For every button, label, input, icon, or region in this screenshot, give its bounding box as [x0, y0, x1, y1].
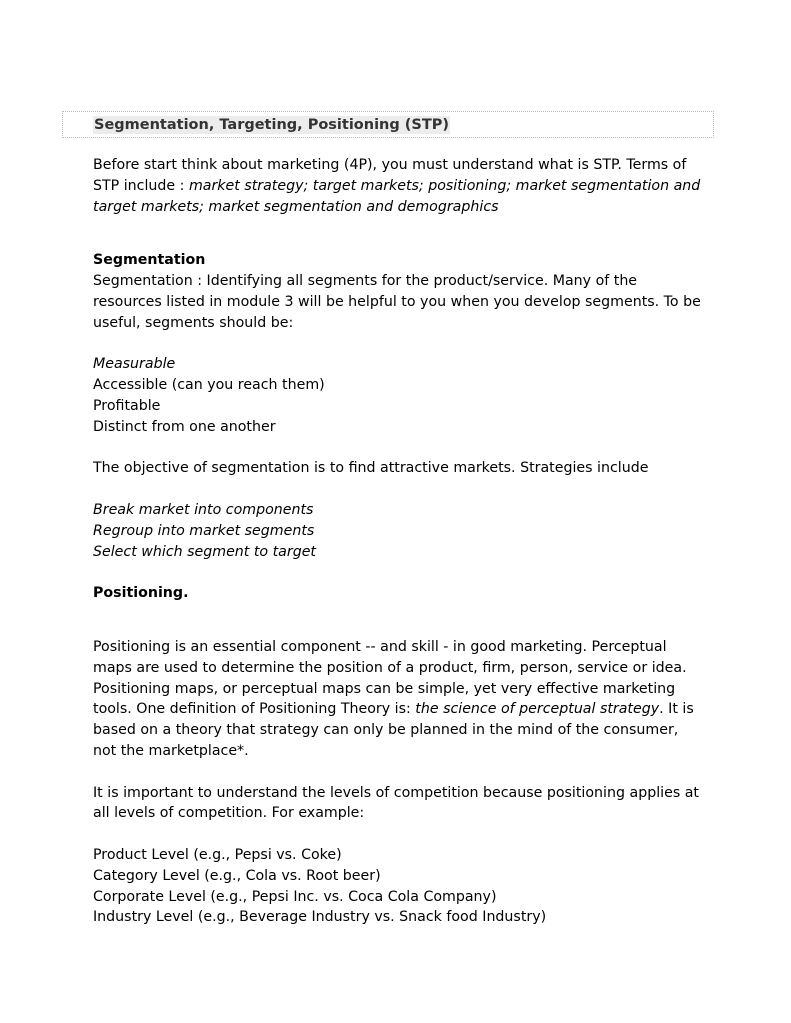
- segmentation-description: Segmentation : Identifying all segments for the product/service. Many of the resources listed in module 3 will be helpful to you when you develop segments. To be useful, segments should be:: [93, 273, 701, 331]
- document-body: [93, 155, 703, 928]
- segment-criteria-list: [93, 354, 703, 437]
- heading-frame: [62, 111, 714, 138]
- segmentation-strategies-list: [93, 500, 703, 562]
- list-item: Corporate Level (e.g., Pepsi Inc. vs. Coca Cola Company): [93, 888, 497, 905]
- intro-text: Before start think about marketing (4P), you must understand what is STP. Terms of STP include :: [93, 157, 687, 194]
- list-item: Break market into components: [93, 501, 314, 518]
- positioning-paragraph: [93, 637, 703, 762]
- positioning-text-b: . It is based on a theory that strategy can only be planned in the mind of the consumer, not the marketplace*.: [93, 701, 694, 759]
- intro-paragraph: [93, 155, 703, 217]
- list-item: Industry Level (e.g., Beverage Industry vs. Snack food Industry): [93, 909, 547, 926]
- list-item: Accessible (can you reach them): [93, 377, 325, 394]
- list-item: Select which segment to target: [93, 543, 316, 560]
- competition-levels-list: [93, 845, 703, 928]
- positioning-definition: the science of perceptual strategy: [415, 701, 660, 718]
- segmentation-heading: Segmentation: [93, 252, 206, 269]
- positioning-heading: Positioning.: [93, 585, 189, 602]
- segmentation-objective: The objective of segmentation is to find attractive markets. Strategies include: [93, 460, 649, 477]
- intro-terms: market strategy; target markets; positioning; market segmentation and target markets; market segmentation and demographics: [93, 177, 701, 215]
- competition-paragraph: It is important to understand the levels of competition because positioning applies at all levels of competition. For example:: [93, 784, 699, 822]
- list-item: Measurable: [93, 356, 176, 373]
- list-item: Distinct from one another: [93, 418, 276, 435]
- page-title: Segmentation, Targeting, Positioning (STP): [94, 117, 450, 133]
- positioning-text-a: Positioning is an essential component -- and skill - in good marketing. Perceptual maps are used to determine the position of a product, firm, person, service or idea. Positioning maps, or perceptual maps can be simple, yet very effective marketing tools. One definition of Positioning Theory is:: [93, 638, 687, 718]
- list-item: Regroup into market segments: [93, 522, 315, 539]
- list-item: Profitable: [93, 397, 161, 414]
- list-item: Product Level (e.g., Pepsi vs. Coke): [93, 846, 342, 863]
- list-item: Category Level (e.g., Cola vs. Root beer): [93, 867, 381, 884]
